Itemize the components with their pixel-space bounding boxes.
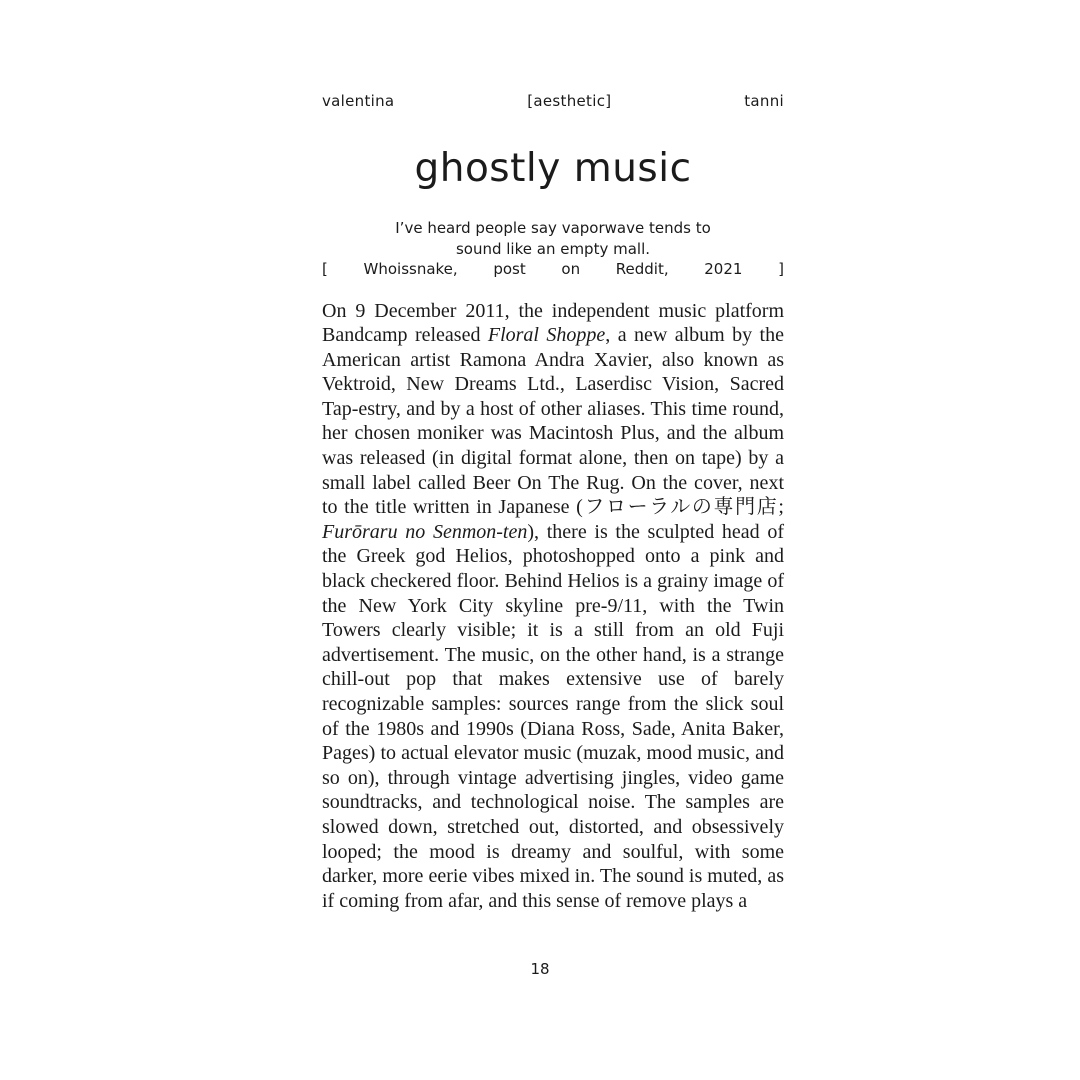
epigraph xyxy=(322,218,784,259)
body-text xyxy=(322,299,784,914)
book-page xyxy=(322,92,784,913)
body-segment-3: ), there is the sculpted head of the Greek god Helios, photoshopped onto a pink and black checkered floor. Behind Helios is a grainy image of the New York City skyline pre-9/11, with the Twin Towers clearly visible; it is a still from an old Fuji advertisement. The music, on the other hand, is a strange chill-out pop that makes extensive use of barely recognizable samples: sources range from the slick soul of the 1980s and 1990s (Diana Ross, Sade, Anita Baker, Pages) to actual elevator music (muzak, mood music, and so on), through vintage advertising jingles, video game soundtracks, and technological noise. The samples are slowed down, stretched out, distorted, and obsessively looped; the mood is dreamy and soulful, with some darker, more eerie vibes mixed in. The sound is muted, as if coming from afar, and this sense of remove plays a xyxy=(322,520,785,912)
body-segment-1: On 9 December 2011, the independent music platform Bandcamp released xyxy=(322,299,784,347)
page-number: 18 xyxy=(530,960,550,978)
running-head-series: [aesthetic] xyxy=(527,92,612,110)
running-head xyxy=(322,92,784,116)
body-paragraph xyxy=(322,299,784,914)
attribution-word-post: post xyxy=(493,260,526,278)
running-head-author-first: valentina xyxy=(322,92,395,110)
attribution-source: Reddit, xyxy=(615,260,669,278)
japanese-romanization: Furōraru no Senmon-ten xyxy=(322,520,528,543)
album-title: Floral Shoppe xyxy=(487,324,606,347)
epigraph-line-2: sound like an empty mall. xyxy=(455,239,651,258)
epigraph-line-1: I’ve heard people say vaporwave tends to xyxy=(395,219,711,237)
attribution-author: Whoissnake, xyxy=(363,260,458,278)
epigraph-attribution xyxy=(322,259,784,280)
chapter-title: ghostly music xyxy=(414,146,692,191)
attribution-word-on: on xyxy=(561,260,581,278)
attribution-year: 2021 xyxy=(704,260,743,278)
attribution-close-bracket: ] xyxy=(778,260,784,278)
running-head-author-last: tanni xyxy=(744,92,784,110)
body-segment-2: , a new album by the American artist Ramona Andra Xavier, also known as Vektroid, New Dreams Ltd., Laserdisc Vision, Sacred Tap-estry, and by a host of other aliases. This time round, her chosen moniker was Macintosh Plus, and the album was released (in digital format alone, then on tape) by a small label called Beer On The Rug. On the cover, next to the title written in Japanese (フローラルの専門店; xyxy=(322,324,784,519)
attribution-open-bracket: [ xyxy=(322,260,328,278)
